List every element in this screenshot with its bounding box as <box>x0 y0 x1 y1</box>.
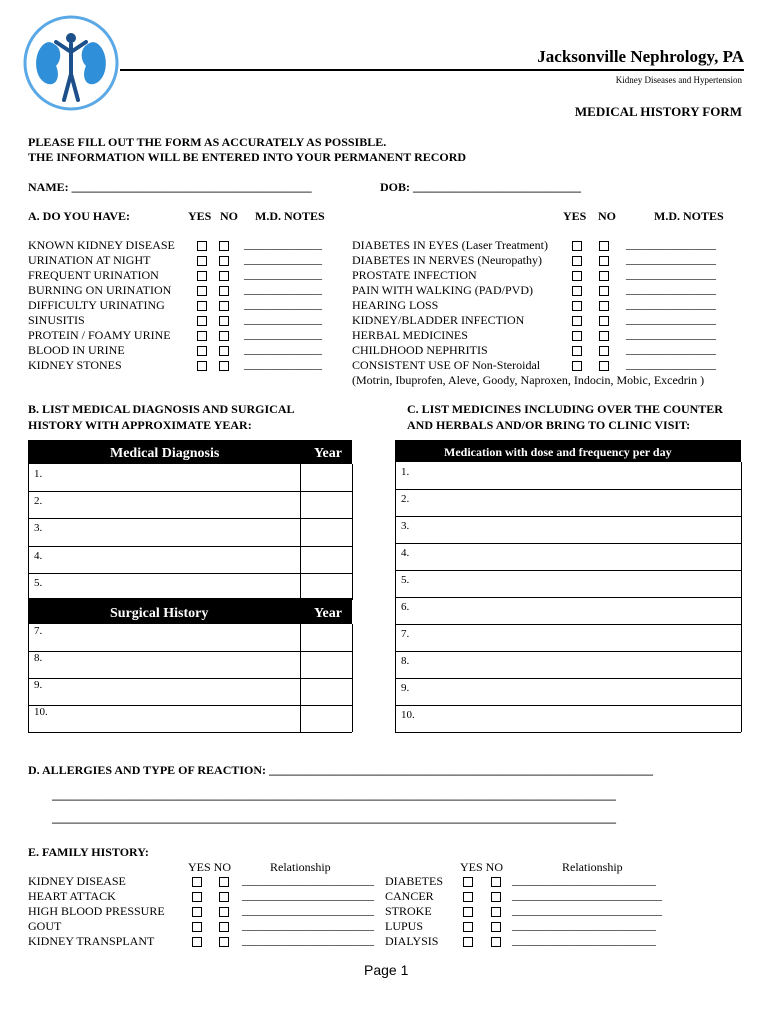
notes-field[interactable]: _____________ <box>244 237 322 251</box>
no-checkbox[interactable] <box>491 907 501 917</box>
table-row-number: 9. <box>401 682 410 694</box>
notes-field[interactable]: _____________ <box>244 342 322 356</box>
condition-label[interactable]: KNOWN KIDNEY DISEASE <box>28 238 175 252</box>
yes-checkbox[interactable] <box>197 316 207 326</box>
notes-field[interactable]: _____________ <box>244 297 322 311</box>
condition-label: DIABETES IN EYES (Laser Treatment) <box>352 238 548 252</box>
table-row-number: 2. <box>34 495 43 508</box>
no-checkbox[interactable] <box>219 256 229 266</box>
family-condition-label: KIDNEY DISEASE <box>28 874 126 888</box>
family-relationship-right: Relationship <box>562 860 623 874</box>
instruction-line-2: THE INFORMATION WILL BE ENTERED INTO YOUR PERMANENT RECORD <box>28 150 467 164</box>
year-header: Year <box>314 446 342 461</box>
table-row-number: 9. <box>34 679 43 691</box>
yes-checkbox[interactable] <box>192 937 202 947</box>
table-row-number: 3. <box>34 522 43 535</box>
table-row-divider <box>395 732 741 733</box>
table-row-divider <box>28 705 352 706</box>
condition-label[interactable]: DIFFICULTY URINATING <box>28 298 165 312</box>
section-c-title-1: C. LIST MEDICINES INCLUDING OVER THE COUNTER <box>407 402 723 416</box>
no-checkbox[interactable] <box>599 241 609 251</box>
header-rule <box>120 69 744 71</box>
no-checkbox[interactable] <box>219 271 229 281</box>
section-a-notes-right: M.D. NOTES <box>654 209 724 223</box>
practice-name: Jacksonville Nephrology, PA <box>537 47 744 66</box>
no-checkbox[interactable] <box>599 256 609 266</box>
notes-field[interactable]: _______________ <box>626 267 716 281</box>
yes-checkbox[interactable] <box>197 346 207 356</box>
no-checkbox[interactable] <box>219 301 229 311</box>
family-condition-label: CANCER <box>385 889 434 903</box>
year-column-divider <box>300 464 301 600</box>
notes-field[interactable]: _______________ <box>626 237 716 251</box>
condition-label: CHILDHOOD NEPHRITIS <box>352 343 488 357</box>
table-row-divider <box>28 546 352 547</box>
yes-checkbox[interactable] <box>197 331 207 341</box>
yes-checkbox[interactable] <box>463 892 473 902</box>
section-a-title: A. DO YOU HAVE: <box>28 209 131 223</box>
year-header: Year <box>314 606 342 621</box>
table-row-number: 1. <box>401 466 410 478</box>
year-column-divider <box>300 624 301 732</box>
family-condition-label: KIDNEY TRANSPLANT <box>28 934 155 948</box>
yes-checkbox[interactable] <box>572 316 582 326</box>
table-row-number: 5. <box>34 576 43 589</box>
table-row-divider <box>28 518 352 519</box>
no-checkbox[interactable] <box>599 271 609 281</box>
family-condition-label: LUPUS <box>385 919 424 933</box>
section-a-no: NO <box>220 209 238 223</box>
no-checkbox[interactable] <box>219 316 229 326</box>
notes-field[interactable]: _______________ <box>626 297 716 311</box>
yes-checkbox[interactable] <box>572 361 582 371</box>
condition-label: DIABETES IN NERVES (Neuropathy) <box>352 253 543 267</box>
allergies-line-3[interactable]: ______________________________________________________________________________________________ <box>52 811 616 825</box>
no-checkbox[interactable] <box>599 361 609 371</box>
no-checkbox[interactable] <box>219 331 229 341</box>
no-checkbox[interactable] <box>491 922 501 932</box>
section-b-title-1: B. LIST MEDICAL DIAGNOSIS AND SURGICAL <box>28 402 295 416</box>
table-row-number: 1. <box>34 468 43 480</box>
family-yes-no-left: YES NO <box>188 860 232 874</box>
tagline: Kidney Diseases and Hypertension <box>615 75 742 85</box>
table-row-number: 8. <box>34 652 43 664</box>
family-yes-no-right: YES NO <box>460 860 504 874</box>
relationship-field[interactable]: ________________________ <box>512 873 656 887</box>
page-number: Page 1 <box>364 962 409 978</box>
yes-checkbox[interactable] <box>572 256 582 266</box>
yes-checkbox[interactable] <box>197 241 207 251</box>
condition-label[interactable]: PROTEIN / FOAMY URINE <box>28 328 171 342</box>
instruction-line-1: PLEASE FILL OUT THE FORM AS ACCURATELY AS POSSIBLE. <box>28 135 387 149</box>
yes-checkbox[interactable] <box>572 331 582 341</box>
dob-field[interactable]: DOB: ____________________________ <box>380 180 581 194</box>
yes-checkbox[interactable] <box>572 241 582 251</box>
section-e-title: E. FAMILY HISTORY: <box>28 845 149 859</box>
table-row-divider <box>395 570 741 571</box>
relationship-field[interactable]: ______________________ <box>242 933 374 947</box>
table-row-divider <box>395 543 741 544</box>
no-checkbox[interactable] <box>219 877 229 887</box>
no-checkbox[interactable] <box>491 937 501 947</box>
yes-checkbox[interactable] <box>572 346 582 356</box>
no-checkbox[interactable] <box>599 286 609 296</box>
table-row-divider <box>28 678 352 679</box>
notes-field[interactable]: _______________ <box>626 252 716 266</box>
nsaid-note: (Motrin, Ibuprofen, Aleve, Goody, Naproxen, Indocin, Mobic, Excedrin ) <box>352 373 705 387</box>
yes-checkbox[interactable] <box>197 286 207 296</box>
family-condition-label: DIALYSIS <box>385 934 439 948</box>
table-row-number: 6. <box>401 601 410 613</box>
notes-field[interactable]: _______________ <box>626 342 716 356</box>
yes-checkbox[interactable] <box>197 361 207 371</box>
table-row-number: 10. <box>401 709 415 721</box>
condition-label[interactable]: FREQUENT URINATION <box>28 268 159 282</box>
yes-checkbox[interactable] <box>572 271 582 281</box>
relationship-field[interactable]: ______________________ <box>242 918 374 932</box>
no-checkbox[interactable] <box>599 331 609 341</box>
notes-field[interactable]: _____________ <box>244 327 322 341</box>
relationship-field[interactable]: ______________________ <box>242 888 374 902</box>
name-field[interactable]: NAME: ________________________________________ <box>28 180 312 194</box>
yes-checkbox[interactable] <box>572 301 582 311</box>
table-row-number: 7. <box>401 628 410 640</box>
no-checkbox[interactable] <box>599 346 609 356</box>
yes-checkbox[interactable] <box>192 922 202 932</box>
relationship-field[interactable]: ________________________ <box>512 918 656 932</box>
condition-label[interactable]: BURNING ON URINATION <box>28 283 172 297</box>
condition-label: CONSISTENT USE OF Non-Steroidal <box>352 358 541 372</box>
table-row-divider <box>28 651 352 652</box>
condition-label[interactable]: URINATION AT NIGHT <box>28 253 151 267</box>
table-border <box>28 624 29 732</box>
yes-checkbox[interactable] <box>463 877 473 887</box>
table-row-divider <box>395 651 741 652</box>
yes-checkbox[interactable] <box>463 907 473 917</box>
no-checkbox[interactable] <box>599 316 609 326</box>
relationship-field[interactable]: _________________________ <box>512 903 662 917</box>
yes-checkbox[interactable] <box>192 877 202 887</box>
notes-field[interactable]: _____________ <box>244 267 322 281</box>
yes-checkbox[interactable] <box>192 907 202 917</box>
no-checkbox[interactable] <box>219 907 229 917</box>
condition-label: KIDNEY/BLADDER INFECTION <box>352 313 525 327</box>
notes-field[interactable]: _____________ <box>244 312 322 326</box>
table-row-number: 2. <box>401 493 410 505</box>
no-checkbox[interactable] <box>219 937 229 947</box>
table-row-number: 10. <box>34 706 48 718</box>
no-checkbox[interactable] <box>219 346 229 356</box>
condition-label[interactable]: KIDNEY STONES <box>28 358 122 372</box>
table-row-divider <box>395 597 741 598</box>
yes-checkbox[interactable] <box>197 301 207 311</box>
notes-field[interactable]: _______________ <box>626 282 716 296</box>
family-condition-label: GOUT <box>28 919 62 933</box>
no-checkbox[interactable] <box>491 877 501 887</box>
table-border <box>28 464 29 600</box>
yes-checkbox[interactable] <box>197 271 207 281</box>
no-checkbox[interactable] <box>219 361 229 371</box>
allergies-field[interactable]: D. ALLERGIES AND TYPE OF REACTION: ________________________________________________________________ <box>28 763 654 777</box>
notes-field[interactable]: _______________ <box>626 327 716 341</box>
condition-label[interactable]: BLOOD IN URINE <box>28 343 125 357</box>
form-title: MEDICAL HISTORY FORM <box>574 104 742 119</box>
family-condition-label: DIABETES <box>385 874 443 888</box>
table-row-divider <box>395 489 741 490</box>
condition-label[interactable]: SINUSITIS <box>28 313 85 327</box>
table-row-number: 8. <box>401 655 410 667</box>
no-checkbox[interactable] <box>219 241 229 251</box>
section-a-yes: YES <box>188 209 212 223</box>
relationship-field[interactable]: ______________________ <box>242 903 374 917</box>
table-row-divider <box>28 573 352 574</box>
family-relationship-left: Relationship <box>270 860 331 874</box>
no-checkbox[interactable] <box>219 286 229 296</box>
table-row-number: 5. <box>401 574 410 586</box>
table-border <box>395 462 396 732</box>
table-row-divider <box>395 516 741 517</box>
notes-field[interactable]: _______________ <box>626 312 716 326</box>
table-row-divider <box>395 705 741 706</box>
section-a-no-right: NO <box>598 209 616 223</box>
table-row-divider <box>28 732 352 733</box>
yes-checkbox[interactable] <box>463 937 473 947</box>
notes-field[interactable]: _____________ <box>244 282 322 296</box>
no-checkbox[interactable] <box>219 892 229 902</box>
table-border <box>741 462 742 732</box>
table-row-number: 7. <box>34 625 43 637</box>
table-row-divider <box>28 491 352 492</box>
condition-label: PAIN WITH WALKING (PAD/PVD) <box>352 283 534 297</box>
relationship-field[interactable]: ______________________ <box>242 873 374 887</box>
no-checkbox[interactable] <box>491 892 501 902</box>
medication-header: Medication with dose and frequency per day <box>444 445 672 459</box>
condition-label: HEARING LOSS <box>352 298 439 312</box>
family-condition-label: HEART ATTACK <box>28 889 116 903</box>
table-border <box>352 464 353 600</box>
allergies-line-2[interactable]: ______________________________________________________________________________________________ <box>52 788 616 802</box>
yes-checkbox[interactable] <box>197 256 207 266</box>
notes-field[interactable]: _______________ <box>626 357 716 371</box>
yes-checkbox[interactable] <box>192 892 202 902</box>
section-b-title-2: HISTORY WITH APPROXIMATE YEAR: <box>28 418 252 432</box>
yes-checkbox[interactable] <box>463 922 473 932</box>
diagnosis-header: Medical Diagnosis <box>110 446 220 461</box>
section-a-yes-right: YES <box>563 209 587 223</box>
table-border <box>352 624 353 732</box>
table-row-number: 3. <box>401 520 410 532</box>
no-checkbox[interactable] <box>599 301 609 311</box>
notes-field[interactable]: _____________ <box>244 357 322 371</box>
surgical-header: Surgical History <box>110 606 209 621</box>
no-checkbox[interactable] <box>219 922 229 932</box>
table-row-number: 4. <box>34 549 43 562</box>
family-condition-label: STROKE <box>385 904 432 918</box>
table-row-divider <box>395 624 741 625</box>
table-row-divider <box>395 678 741 679</box>
section-c-title-2: AND HERBALS AND/OR BRING TO CLINIC VISIT: <box>407 418 691 432</box>
relationship-field[interactable]: _________________________ <box>512 888 662 902</box>
condition-label: PROSTATE INFECTION <box>352 268 477 282</box>
condition-label: HERBAL MEDICINES <box>352 328 468 342</box>
yes-checkbox[interactable] <box>572 286 582 296</box>
table-row-number: 4. <box>401 547 410 559</box>
section-a-notes: M.D. NOTES <box>255 209 325 223</box>
kidney-logo-icon <box>22 14 120 112</box>
family-condition-label: HIGH BLOOD PRESSURE <box>28 904 165 918</box>
relationship-field[interactable]: ________________________ <box>512 933 656 947</box>
notes-field[interactable]: _____________ <box>244 252 322 266</box>
